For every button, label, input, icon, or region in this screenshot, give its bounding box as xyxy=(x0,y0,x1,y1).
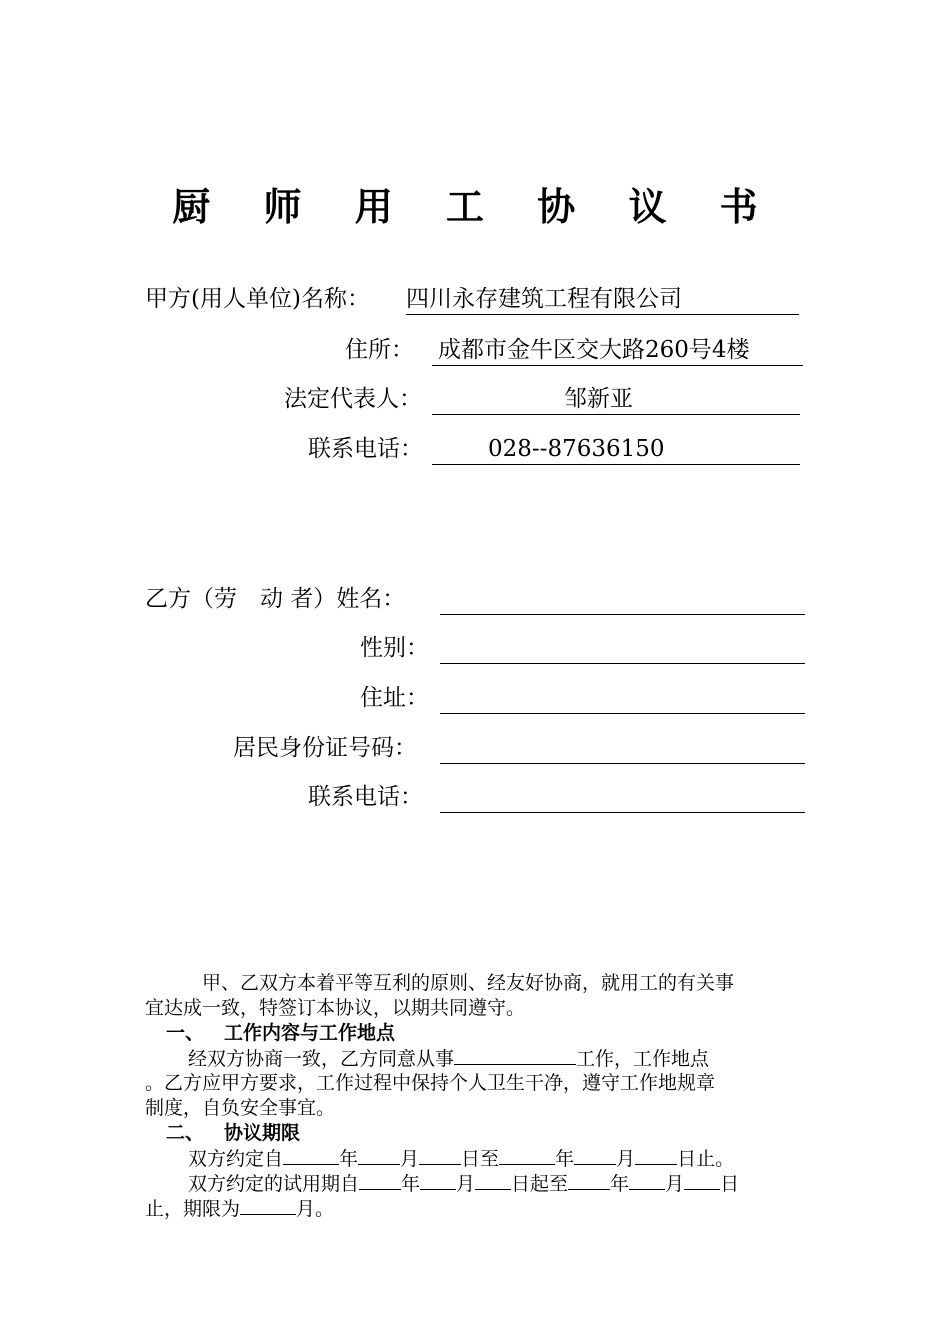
party-a-phone-label: 联系电话： xyxy=(308,436,423,462)
year-label: 年 xyxy=(339,1148,359,1170)
party-b-id-field[interactable] xyxy=(440,733,805,764)
probation-line xyxy=(188,1171,739,1197)
day-end-label: 日止。 xyxy=(677,1148,735,1170)
party-a-name-label: 甲方(用人单位)名称： xyxy=(145,286,370,312)
probation-start-day-blank[interactable] xyxy=(475,1171,511,1190)
party-b-gender-field[interactable] xyxy=(440,633,805,664)
section-1-line-2: 。乙方应甲方要求，工作过程中保持个人卫生干净，遵守工作地规章 xyxy=(145,1072,716,1094)
party-b-gender-label: 性别： xyxy=(360,635,429,661)
party-b-address-label: 住址： xyxy=(360,685,429,711)
section-1-line-1 xyxy=(188,1046,709,1072)
period-text: 止，期限为 xyxy=(145,1198,241,1220)
month-label: 月 xyxy=(616,1148,636,1170)
year-label: 年 xyxy=(401,1173,421,1195)
probation-end-month-blank[interactable] xyxy=(629,1171,665,1190)
intro-line-2: 宜达成一致，特签订本协议，以期共同遵守。 xyxy=(145,997,526,1019)
month-label: 月 xyxy=(456,1173,476,1195)
probation-months-blank[interactable] xyxy=(240,1196,296,1215)
party-a-address-label: 住所： xyxy=(345,337,414,363)
end-month-blank[interactable] xyxy=(574,1146,616,1165)
term-text: 双方约定自 xyxy=(188,1148,284,1170)
party-a-name-field xyxy=(406,284,799,315)
job-blank[interactable] xyxy=(454,1046,576,1065)
start-month-blank[interactable] xyxy=(358,1146,400,1165)
probation-text: 双方约定的试用期自 xyxy=(188,1173,360,1195)
party-a-address-field xyxy=(432,335,803,366)
intro-line-1: 甲、乙双方本着平等互利的原则、经友好协商，就用工的有关事 xyxy=(202,972,735,994)
party-a-rep-field xyxy=(432,384,800,415)
party-b-address-field[interactable] xyxy=(440,683,805,714)
month-label: 月 xyxy=(400,1148,420,1170)
probation-end-day-blank[interactable] xyxy=(684,1171,720,1190)
start-year-blank[interactable] xyxy=(283,1146,339,1165)
party-b-id-label: 居民身份证号码： xyxy=(233,735,417,761)
section-2-number: 二、 xyxy=(166,1122,205,1144)
day-from-label: 日起至 xyxy=(511,1173,569,1195)
month-label: 月 xyxy=(665,1173,685,1195)
party-a-rep-label: 法定代表人： xyxy=(284,386,422,412)
probation-start-month-blank[interactable] xyxy=(420,1171,456,1190)
party-a-rep-value: 邹新亚 xyxy=(564,386,633,412)
day-to-label: 日至 xyxy=(461,1148,500,1170)
party-b-phone-field[interactable] xyxy=(440,782,805,813)
document-title: 厨 师 用 工 协 议 书 xyxy=(172,184,778,229)
month-end-label: 月。 xyxy=(296,1198,335,1220)
probation-start-year-blank[interactable] xyxy=(359,1171,401,1190)
end-day-blank[interactable] xyxy=(635,1146,677,1165)
start-day-blank[interactable] xyxy=(419,1146,461,1165)
end-year-blank[interactable] xyxy=(499,1146,555,1165)
day-label: 日 xyxy=(720,1173,740,1195)
year-label: 年 xyxy=(610,1173,630,1195)
s1-text-b: 工作，工作地点 xyxy=(576,1048,710,1070)
probation-end-year-blank[interactable] xyxy=(568,1171,610,1190)
party-b-phone-label: 联系电话： xyxy=(308,784,423,810)
party-a-name-value: 四川永存建筑工程有限公司 xyxy=(406,286,682,312)
term-line xyxy=(188,1146,734,1172)
section-1-number: 一、 xyxy=(166,1022,205,1044)
s1-text-a: 经双方协商一致，乙方同意从事 xyxy=(188,1048,455,1070)
party-b-name-field[interactable] xyxy=(440,584,805,615)
section-2-title: 协议期限 xyxy=(224,1122,301,1144)
section-1-line-3: 制度，自负安全事宜。 xyxy=(145,1097,336,1119)
party-a-address-value: 成都市金牛区交大路260号4楼 xyxy=(438,337,750,363)
party-a-phone-field xyxy=(432,434,800,465)
year-label: 年 xyxy=(555,1148,575,1170)
probation-period-line xyxy=(145,1196,334,1222)
party-b-name-label: 乙方（劳 动 者）姓名： xyxy=(145,586,406,612)
section-1-title: 工作内容与工作地点 xyxy=(224,1022,396,1044)
party-a-phone-value: 028--87636150 xyxy=(488,436,665,462)
